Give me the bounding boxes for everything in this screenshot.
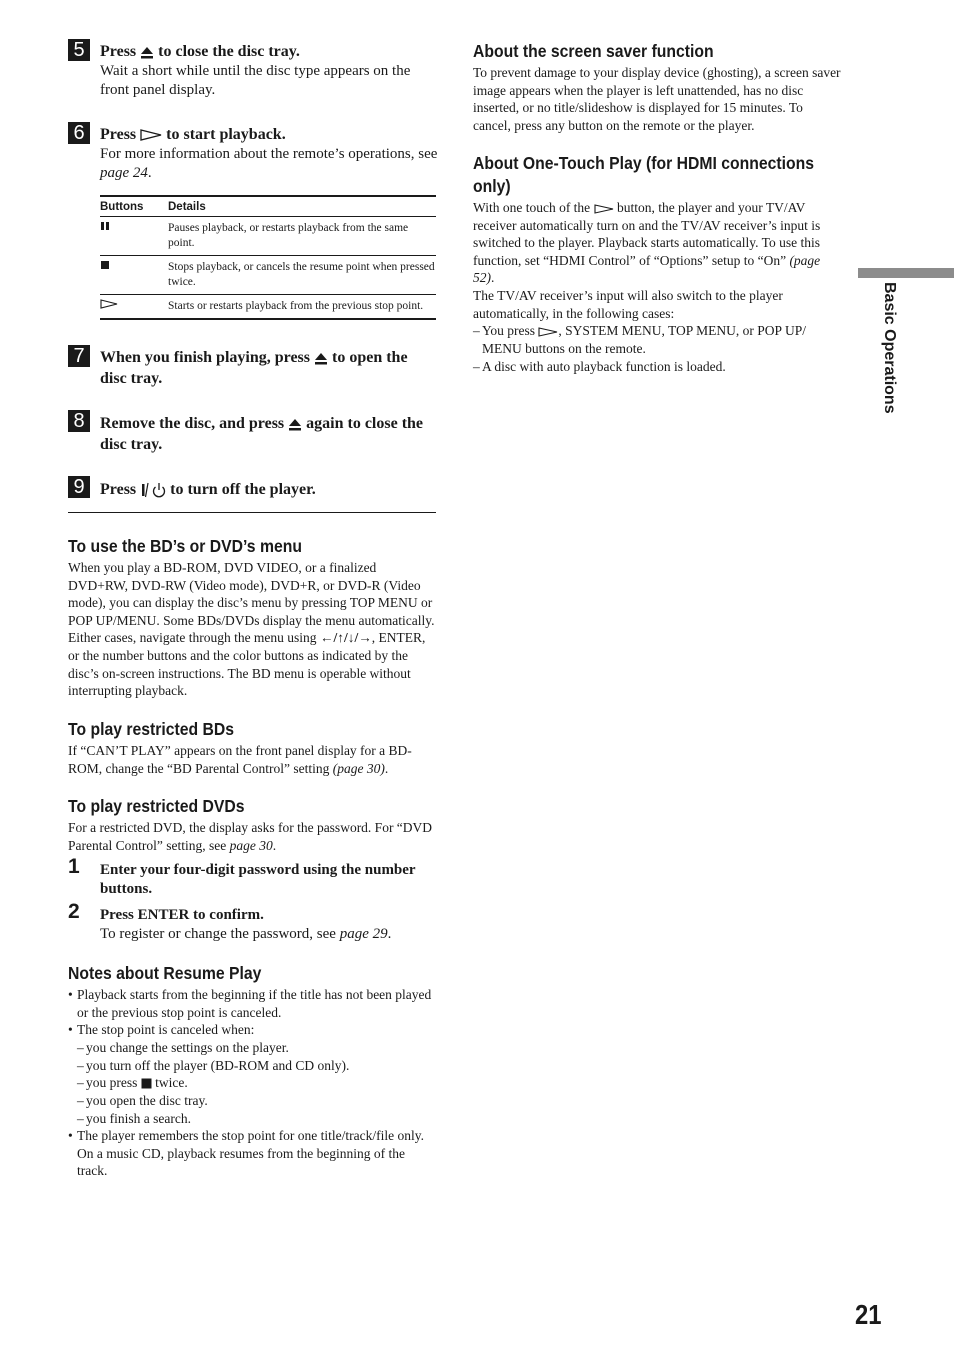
list-item: • The player remembers the stop point for one title/track/file only. On a music CD, playback resumes from the beginning of the track.: [68, 1128, 425, 1179]
table-row: [100, 217, 436, 256]
play-icon: [100, 299, 118, 309]
resume-notes-heading: Notes about Resume Play: [68, 963, 262, 983]
step-6-title: Press to start playback.: [100, 126, 286, 143]
play-icon: [594, 204, 614, 214]
substep-1-number: 1: [68, 855, 80, 878]
step-9-number: 9: [68, 476, 90, 498]
one-touch-body: With one touch of the button, the player and your TV/AV receiver automatically turn on and the TV/AV receiver’s input is switched to the player. Playback starts automatically. To use this function, set “HDMI Control” of “Options” setup to “On” (page 52).: [473, 200, 821, 286]
table-row: [100, 256, 436, 295]
list-item: – You press , SYSTEM MENU, TOP MENU, or POP UP/ MENU buttons on the remote.: [473, 323, 806, 356]
sub-list-item: – you finish a search.: [77, 1111, 191, 1126]
one-touch-body-2: The TV/AV receiver’s input will also switch to the player automatically, in the following cases:: [473, 288, 783, 321]
menu-heading: To use the BD’s or DVD’s menu: [68, 536, 302, 556]
sub-list-item: – you change the settings on the player.: [77, 1040, 289, 1055]
page-ref[interactable]: (page 30): [332, 760, 385, 776]
step-6-body: For more information about the remote’s operations, see page 24.: [100, 146, 438, 181]
step-5-number: 5: [68, 39, 90, 61]
section-tab-label: Basic Operations: [881, 282, 898, 414]
sub-list-item: – you press twice.: [77, 1075, 188, 1090]
step-8-title: Remove the disc, and press again to close the disc tray.: [100, 415, 424, 453]
screen-saver-body: To prevent damage to your display device (ghosting), a screen saver image appears when the player is left unattended, has no disc inserted, or no title/slideshow is displayed for 15 minutes. To cancel, press any button on the remote or the player.: [473, 65, 841, 133]
step-7-title: When you finish playing, press to open the disc tray.: [100, 349, 408, 387]
table-header-details: Details: [168, 197, 436, 217]
eject-icon: [314, 352, 328, 365]
power-icon: [140, 482, 166, 498]
section-tab-bar: [858, 268, 954, 278]
page-ref[interactable]: page 24: [100, 165, 148, 181]
page-ref[interactable]: (page 52): [473, 252, 821, 286]
step-7-number: 7: [68, 345, 90, 367]
substep-2-body: To register or change the password, see page 29.: [100, 926, 392, 942]
restricted-bd-heading: To play restricted BDs: [68, 719, 235, 739]
stop-icon: [141, 1078, 152, 1089]
step-5-body: Wait a short while until the disc type appears on the front panel display.: [100, 63, 411, 98]
page-number: 21: [855, 1299, 882, 1330]
restricted-dvd-heading: To play restricted DVDs: [68, 796, 245, 816]
substep-2-number: 2: [68, 900, 80, 923]
table-header-buttons: Buttons: [100, 197, 168, 217]
substep-2-title: Press ENTER to confirm.: [100, 907, 264, 923]
table-cell-detail: Stops playback, or cancels the resume point when pressed twice.: [168, 256, 436, 295]
buttons-table: [100, 197, 436, 320]
screen-saver-heading: About the screen saver function: [473, 41, 714, 61]
table-row: [100, 295, 436, 320]
section-divider: [68, 512, 436, 513]
arrow-buttons-label: ←/↑/↓/→: [319, 630, 372, 646]
list-item: • Playback starts from the beginning if the title has not been played or the previous stop point is canceled.: [68, 987, 432, 1020]
list-item: – A disc with auto playback function is loaded.: [473, 359, 726, 374]
stop-icon: [100, 260, 110, 270]
restricted-dvd-body: For a restricted DVD, the display asks for the password. For “DVD Parental Control” setting, see page 30.: [68, 820, 433, 853]
eject-icon: [288, 418, 302, 431]
table-cell-detail: Pauses playback, or restarts playback from the same point.: [168, 217, 436, 256]
table-cell-detail: Starts or restarts playback from the previous stop point.: [168, 295, 436, 320]
step-5-title: Press to close the disc tray.: [100, 43, 300, 60]
play-icon: [538, 327, 558, 337]
menu-body: When you play a BD-ROM, DVD VIDEO, or a finalized DVD+RW, DVD-RW (Video mode), DVD+R, or DVD-R (Video mode), you can display the disc’s menu by pressing TOP MENU or POP UP/MENU. Some BDs/DVDs display the menu automatically. Either cases, navigate through the menu using ←/↑/↓/→, ENTER, or the number buttons and the color buttons as indicated by the disc’s on-screen instructions. The BD menu is operable without interrupting playback.: [68, 560, 435, 699]
substep-1-title: Enter your four-digit password using the number buttons.: [100, 862, 416, 897]
one-touch-heading: About One-Touch Play (for HDMI connections only): [473, 153, 814, 196]
play-icon: [140, 129, 162, 141]
restricted-bd-body: If “CAN’T PLAY” appears on the front panel display for a BD-ROM, change the “BD Parental Control” setting (page 30).: [68, 743, 412, 776]
page-ref[interactable]: page 30: [229, 837, 273, 853]
eject-icon: [140, 46, 154, 59]
step-8-number: 8: [68, 410, 90, 432]
sub-list-item: – you open the disc tray.: [77, 1093, 208, 1108]
step-6-number: 6: [68, 122, 90, 144]
sub-list-item: – you turn off the player (BD-ROM and CD only).: [77, 1058, 350, 1073]
list-item: • The stop point is canceled when:: [68, 1022, 255, 1037]
page-ref[interactable]: page 29: [339, 926, 388, 942]
step-9-title: Press to turn off the player.: [100, 481, 316, 498]
pause-icon: [100, 221, 110, 231]
